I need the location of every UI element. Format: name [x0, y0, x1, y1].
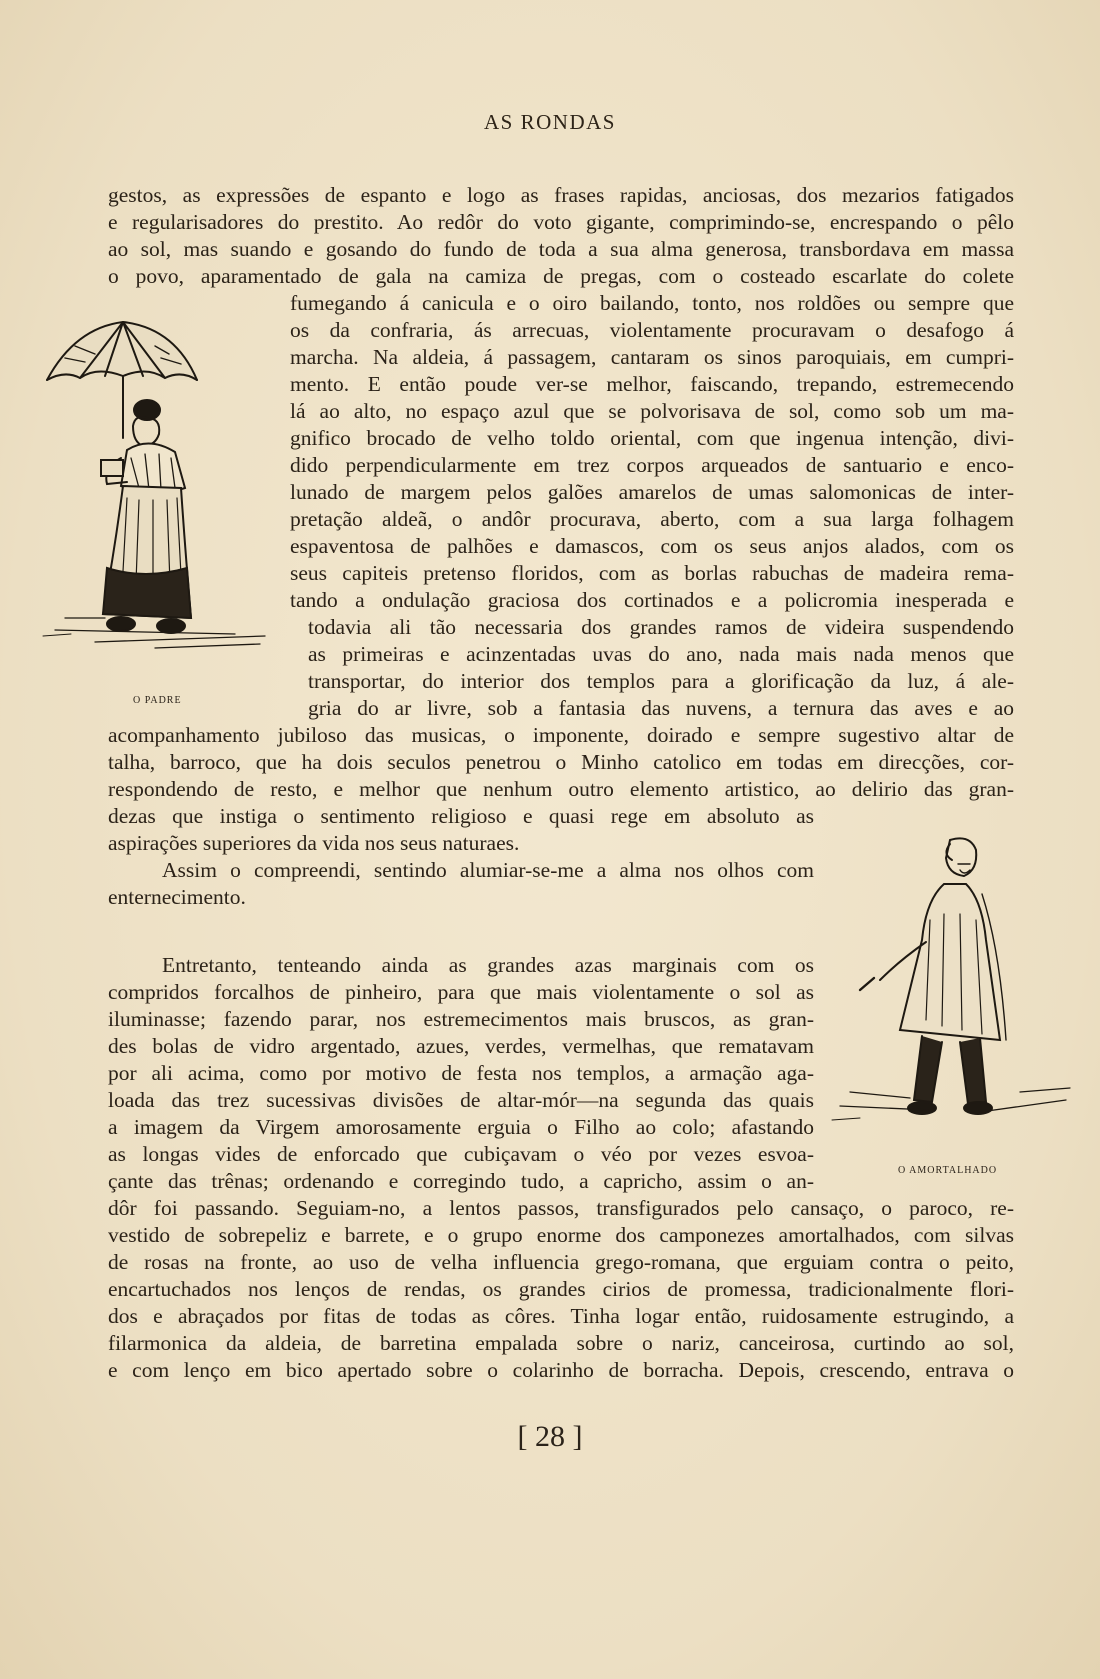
- text-line: espaventosa de palhões e damascos, com os seus anjos alados, com os: [290, 534, 1014, 558]
- priest-illustration: [35, 318, 285, 688]
- text-line: marcha. Na aldeia, á passagem, cantaram os sinos paroquiais, em cumpri-: [290, 345, 1014, 369]
- text-line: Entretanto, tenteando ainda as grandes azas marginais com os: [162, 953, 814, 977]
- text-line: os da confraria, ás arrecuas, violentamente procuravam o desafogo á: [290, 318, 1014, 342]
- text-line: de rosas na fronte, ao uso de velha influencia grego-romana, que erguiam contra o peito,: [108, 1250, 1014, 1274]
- text-line: tando a ondulação graciosa dos cortinados e a policromia inesperada e: [290, 588, 1014, 612]
- text-line: dido perpendicularmente em trez corpos arqueados de santuario e enco-: [290, 453, 1014, 477]
- text-line: vestido de sobrepeliz e barrete, e o grupo enorme dos camponezes amortalhados, com silvas: [108, 1223, 1014, 1247]
- text-line: todavia ali tão necessaria dos grandes ramos de videira suspendendo: [308, 615, 1014, 639]
- running-head: AS RONDAS: [484, 110, 616, 134]
- text-line: transportar, do interior dos templos para a glorificação da luz, á ale-: [308, 669, 1014, 693]
- text-line: encartuchados nos lenços de rendas, os grandes cirios de promessa, tradicionalmente flori-: [108, 1277, 1014, 1301]
- text-line: respondendo de resto, e melhor que nenhum outro elemento artistico, ao delirio das gran-: [108, 777, 1014, 801]
- text-line: gria do ar livre, sob a fantasia das nuvens, a ternura das aves e ao: [308, 696, 1014, 720]
- text-line: o povo, aparamentado de gala na camiza de pregas, com o costeado escarlate do colete: [108, 264, 1014, 288]
- text-line: por ali acima, como por motivo de festa nos templos, a armação aga-: [108, 1061, 814, 1085]
- text-line: ao sol, mas suando e gosando do fundo de toda a sua alma generosa, transbordava em massa: [108, 237, 1014, 261]
- figure-caption: O PADRE: [133, 695, 182, 706]
- text-line: loada das trez sucessivas divisões de altar-mór—na segunda das quais: [108, 1088, 814, 1112]
- text-line: fumegando á canicula e o oiro bailando, tonto, nos roldões ou sempre que: [290, 291, 1014, 315]
- text-line: lunado de margem pelos galões amarelos de umas salomonicas de inter-: [290, 480, 1014, 504]
- text-line: lá ao alto, no espaço azul que se polvorisava de sol, como sob um ma-: [290, 399, 1014, 423]
- text-line: gnifico brocado de velho toldo oriental, com que ingenua intenção, divi-: [290, 426, 1014, 450]
- text-line: çante das trênas; ordenando e corregindo tudo, a capricho, assim o an-: [108, 1169, 814, 1193]
- text-line: acompanhamento jubiloso das musicas, o imponente, doirado e sempre sugestivo altar de: [108, 723, 1014, 747]
- text-line: as primeiras e acinzentadas uvas do ano, nada mais nada menos que: [308, 642, 1014, 666]
- figure-caption: O AMORTALHADO: [898, 1165, 998, 1176]
- page-number: [ 28 ]: [517, 1420, 583, 1453]
- text-line: e regularisadores do prestito. Ao redôr do voto gigante, comprimindo-se, encrespando o pêlo: [108, 210, 1014, 234]
- text-line: mento. E então poude ver-se melhor, faiscando, trepando, estremecendo: [290, 372, 1014, 396]
- text-line: dezas que instiga o sentimento religioso e quasi rege em absoluto as: [108, 804, 814, 828]
- text-line: gestos, as expressões de espanto e logo as frases rapidas, anciosas, dos mezarios fatigados: [108, 183, 1014, 207]
- text-line: talha, barroco, que ha dois seculos penetrou o Minho catolico em todas em direcções, cor-: [108, 750, 1014, 774]
- text-line: enternecimento.: [108, 885, 246, 909]
- text-line: as longas vides de enforcado que cubiçavam o véo por vezes esvoa-: [108, 1142, 814, 1166]
- text-line: a imagem da Virgem amorosamente erguia o Filho ao colo; afastando: [108, 1115, 814, 1139]
- text-line: filarmonica da aldeia, de barretina empalada sobre o nariz, canceirosa, curtindo ao sol,: [108, 1331, 1014, 1355]
- text-line: seus capiteis pretenso floridos, com as borlas rabuchas de madeira rema-: [290, 561, 1014, 585]
- text-line: des bolas de vidro argentado, azues, verdes, vermelhas, que rematavam: [108, 1034, 814, 1058]
- text-line: Assim o compreendi, sentindo alumiar-se-me a alma nos olhos com: [162, 858, 814, 882]
- text-line: e com lenço em bico apertado sobre o colarinho de borracha. Depois, crescendo, entrava o: [108, 1358, 1014, 1382]
- text-line: dos e abraçados por fitas de todas as côres. Tinha logar então, ruidosamente estrugindo, a: [108, 1304, 1014, 1328]
- text-line: iluminasse; fazendo parar, nos estremecimentos mais bruscos, as gran-: [108, 1007, 814, 1031]
- shrouded-peasant-illustration: [830, 830, 1080, 1160]
- text-line: aspirações superiores da vida nos seus naturaes.: [108, 831, 520, 855]
- text-line: dôr foi passando. Seguiam-no, a lentos passos, transfigurados pelo cansaço, o paroco, re-: [108, 1196, 1014, 1220]
- text-line: pretação aldeã, o andôr procurava, aberto, com a sua larga folhagem: [290, 507, 1014, 531]
- text-line: compridos forcalhos de pinheiro, para que mais violentamente o sol as: [108, 980, 814, 1004]
